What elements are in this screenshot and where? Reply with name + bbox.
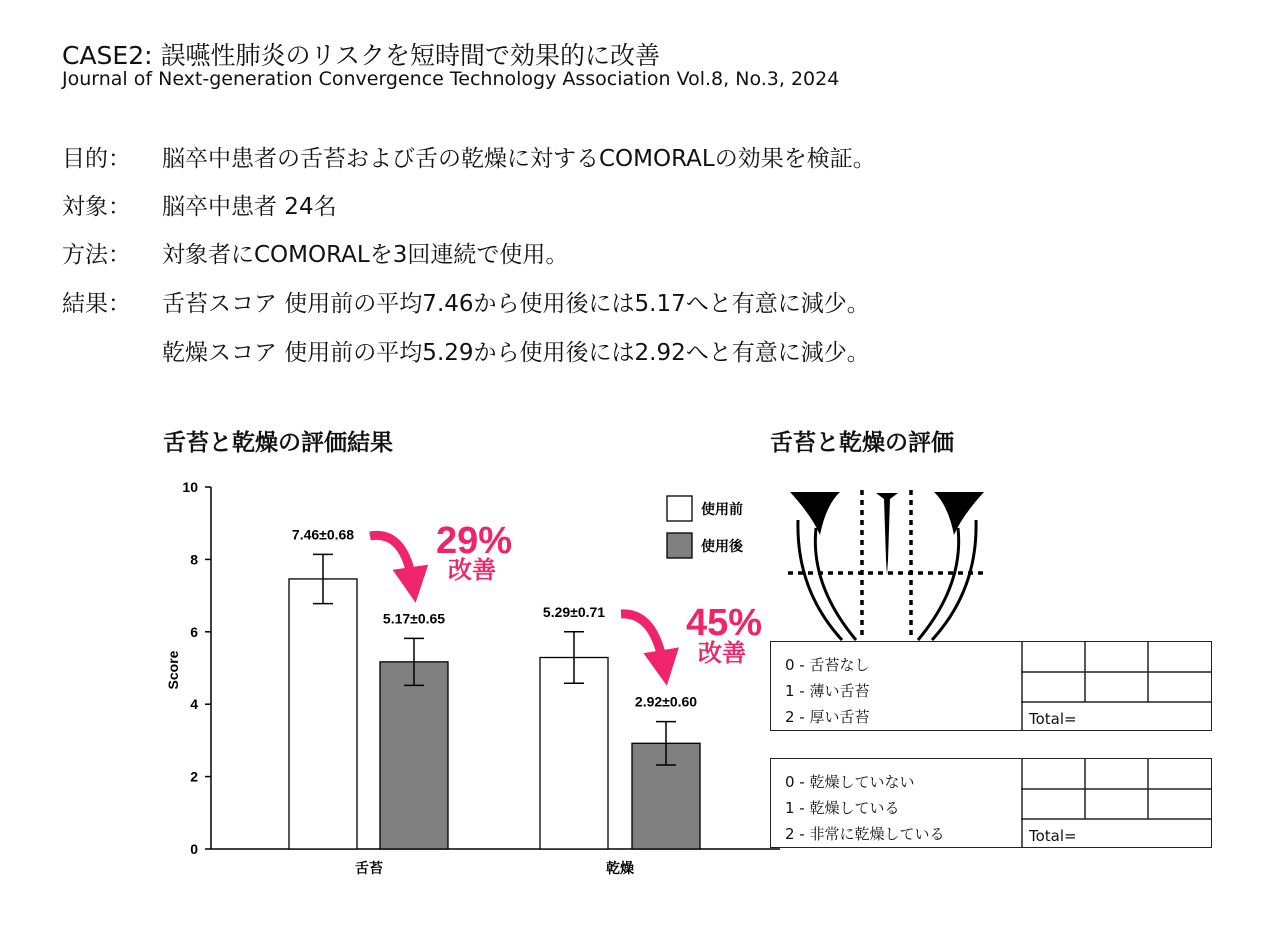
improvement-percent: 29% <box>435 520 513 562</box>
x-tick-label: 舌苔 <box>355 860 383 876</box>
legend-label: 使用前 <box>701 501 743 517</box>
chart-title: 舌苔と乾燥の評価結果 <box>163 430 393 456</box>
legend-label: 使用後 <box>701 538 743 554</box>
x-tick-label: 乾燥 <box>606 860 634 876</box>
dryness-total: Total= <box>1029 827 1077 845</box>
result-text-coating: 舌苔スコア 使用前の平均7.46から使用後には5.17へと有意に減少。 <box>162 291 870 317</box>
data-label: 5.29±0.71 <box>542 603 606 620</box>
bar-before-0 <box>289 579 357 849</box>
journal-citation: Journal of Next-generation Convergence Technology Association Vol.8, No.3, 2024 <box>62 68 840 90</box>
coating-item-0: 0 - 舌苔なし <box>785 656 870 674</box>
legend-swatch <box>667 533 692 558</box>
result-text-dryness: 乾燥スコア 使用前の平均5.29から使用後には2.92へと有意に減少。 <box>162 340 870 366</box>
data-label: 2.92±0.60 <box>634 693 698 710</box>
coating-item-2: 2 - 厚い舌苔 <box>785 708 870 726</box>
dryness-score-table <box>770 758 1212 848</box>
improvement-arrow <box>621 614 664 668</box>
improvement-label: 改善 <box>698 639 746 667</box>
dryness-item-2: 2 - 非常に乾燥している <box>785 825 945 843</box>
data-label: 5.17±0.65 <box>382 610 446 627</box>
y-tick-label: 4 <box>190 696 198 713</box>
improvement-percent: 45% <box>685 602 763 644</box>
tongue-diagram <box>788 490 988 640</box>
subject-text: 脳卒中患者 24名 <box>162 194 337 220</box>
purpose-text: 脳卒中患者の舌苔および舌の乾燥に対するCOMORALの効果を検証。 <box>162 146 876 172</box>
coating-total: Total= <box>1029 710 1077 728</box>
dryness-item-1: 1 - 乾燥している <box>785 799 900 817</box>
improvement-label: 改善 <box>448 556 496 584</box>
coating-item-1: 1 - 薄い舌苔 <box>785 682 870 700</box>
method-text: 対象者にCOMORALを3回連続で使用。 <box>162 242 569 268</box>
y-tick-label: 0 <box>190 841 198 857</box>
method-label: 方法： <box>62 242 131 268</box>
y-tick-label: 8 <box>190 551 198 568</box>
bar-before-1 <box>540 658 608 849</box>
legend-swatch <box>667 496 692 521</box>
y-tick-label: 6 <box>190 623 198 640</box>
data-label: 7.46±0.68 <box>291 526 355 543</box>
y-tick-label: 2 <box>190 768 198 785</box>
bar-after-0 <box>380 662 448 849</box>
improvement-arrow <box>370 535 413 585</box>
evaluation-title: 舌苔と乾燥の評価 <box>770 430 954 456</box>
subject-label: 対象： <box>62 194 131 220</box>
y-tick-label: 10 <box>182 479 198 495</box>
y-axis-label: Score <box>165 650 181 690</box>
purpose-label: 目的： <box>62 146 131 172</box>
coating-score-table <box>770 641 1212 731</box>
page-title: CASE2: 誤嚥性肺炎のリスクを短時間で効果的に改善 <box>62 41 661 70</box>
dryness-item-0: 0 - 乾燥していない <box>785 773 915 791</box>
result-label: 結果： <box>62 291 131 317</box>
